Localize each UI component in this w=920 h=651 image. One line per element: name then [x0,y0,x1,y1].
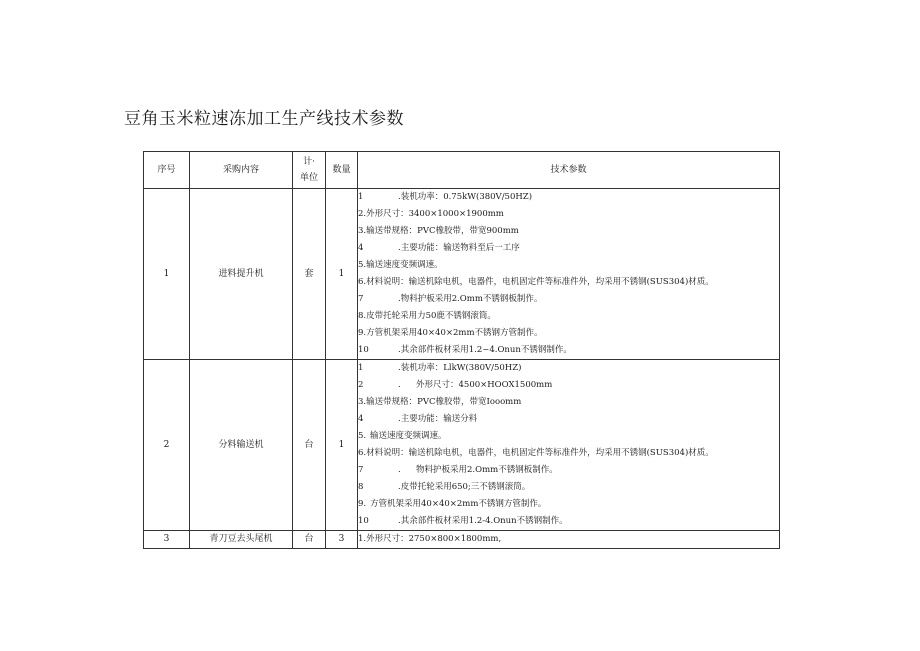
spec-text: 1.外形尺寸：2750×800×1800mm, [358,533,502,544]
spec-line [358,257,779,274]
spec-line [358,394,779,411]
spec-line [358,206,779,223]
spec-text: .装机功率：LlkW(380V/50HZ) [398,362,522,373]
spec-text: 6.材料说明：输送机除电机，电器件，电机固定件等标准件外，均采用不锈钢(SUS304)材质。 [358,447,714,458]
header-item: 采购内容 [190,152,293,189]
header-qty: 数量 [326,152,358,189]
spec-text: .皮带托轮采用650;三不锈钢滚筒。 [398,481,531,492]
row-item: 青刀豆去头尾机 [190,531,293,549]
spec-line [358,411,779,428]
spec-number: 4 [358,242,364,253]
table-row [144,360,780,531]
row-unit: 台 [293,360,326,531]
spec-prefix: . [398,379,401,390]
row-qty: 1 [326,189,358,360]
spec-number: 7 [358,464,364,475]
spec-number: 1 [358,362,364,373]
spec-line [358,240,779,257]
row-seq: 2 [144,360,190,531]
spec-text: 8.皮带托轮采用力50鹿不锈钢滚筒。 [358,310,496,321]
row-seq: 1 [144,189,190,360]
spec-number: 10 [358,515,369,526]
spec-line [358,291,779,308]
spec-text: 3.输送带规格：PVC橡胶带，带宽Iooomm [358,396,522,407]
spec-text: .装机功率：0.75kW(380V/50HZ) [398,191,533,202]
spec-table [143,151,780,549]
header-unit-line2: 单位 [299,173,318,183]
spec-line [358,428,779,445]
spec-line [358,360,779,377]
spec-line [358,513,779,530]
header-unit-line1: 计· [303,157,315,167]
spec-line [358,462,779,479]
row-item: 分料输送机 [190,360,293,531]
row-qty: 1 [326,360,358,531]
spec-number: 1 [358,191,364,202]
header-seq: 序号 [144,152,190,189]
spec-text: .其余部件板材采用1.2~4.Onun不锈钢制作。 [398,344,572,355]
spec-text: .其余部件板材采用1.2-4.Onun不锈钢制作。 [398,515,568,526]
spec-line [358,445,779,462]
document-title: 豆角玉米粒速冻加工生产线技术参数 [124,109,404,129]
spec-text: 9.方管机架采用40×40×2mm不锈钢方管制作。 [358,327,543,338]
row-specs [358,360,780,531]
spec-text: 方管机架采用40×40×2mm不锈钢方管制作。 [370,498,547,509]
spec-line [358,308,779,325]
row-item: 进料提升机 [190,189,293,360]
spec-line [358,342,779,359]
spec-text: 5.输送速度变频调速。 [358,259,443,270]
spec-text: .物料护板采用2.Omm不锈钢板制作。 [398,293,543,304]
spec-number: 10 [358,344,369,355]
row-qty: 3 [326,531,358,549]
spec-line [358,223,779,240]
spec-text: .主要功能：输送物料至后一工序 [398,242,520,253]
spec-line [358,325,779,342]
spec-text: 物料护板采用2.Omm不锈钢板制作。 [416,464,558,475]
table-row [144,189,780,360]
header-unit [293,152,326,189]
spec-prefix: . [398,464,401,475]
row-specs [358,531,780,549]
row-unit: 套 [293,189,326,360]
table-body [144,189,780,549]
spec-number: 9. [358,498,367,509]
spec-text: .主要功能：输送分料 [398,413,478,424]
spec-text: 输送速度变频调速。 [370,430,447,441]
spec-line [358,274,779,291]
spec-number: 2 [358,379,364,390]
spec-number: 4 [358,413,364,424]
spec-line [358,377,779,394]
row-seq: 3 [144,531,190,549]
spec-number: 8 [358,481,364,492]
spec-number: 5. [358,430,367,441]
spec-line [358,479,779,496]
spec-text: 外形尺寸：4500×HOOX1500mm [416,379,553,390]
spec-line [358,189,779,206]
spec-text: 6.材料说明：输送机除电机，电器件，电机固定件等标准件外，均采用不锈钢(SUS304)材质。 [358,276,714,287]
spec-line [358,531,779,548]
row-unit: 台 [293,531,326,549]
spec-number: 7 [358,293,364,304]
spec-line [358,496,779,513]
spec-text: 2.外形尺寸：3400×1000×1900mm [358,208,504,219]
header-spec: 技术参数 [358,152,780,189]
row-specs [358,189,780,360]
table-header-row [144,152,780,189]
table-row [144,531,780,549]
spec-text: 3.输送带规格：PVC橡胶带，带宽900mm [358,225,519,236]
